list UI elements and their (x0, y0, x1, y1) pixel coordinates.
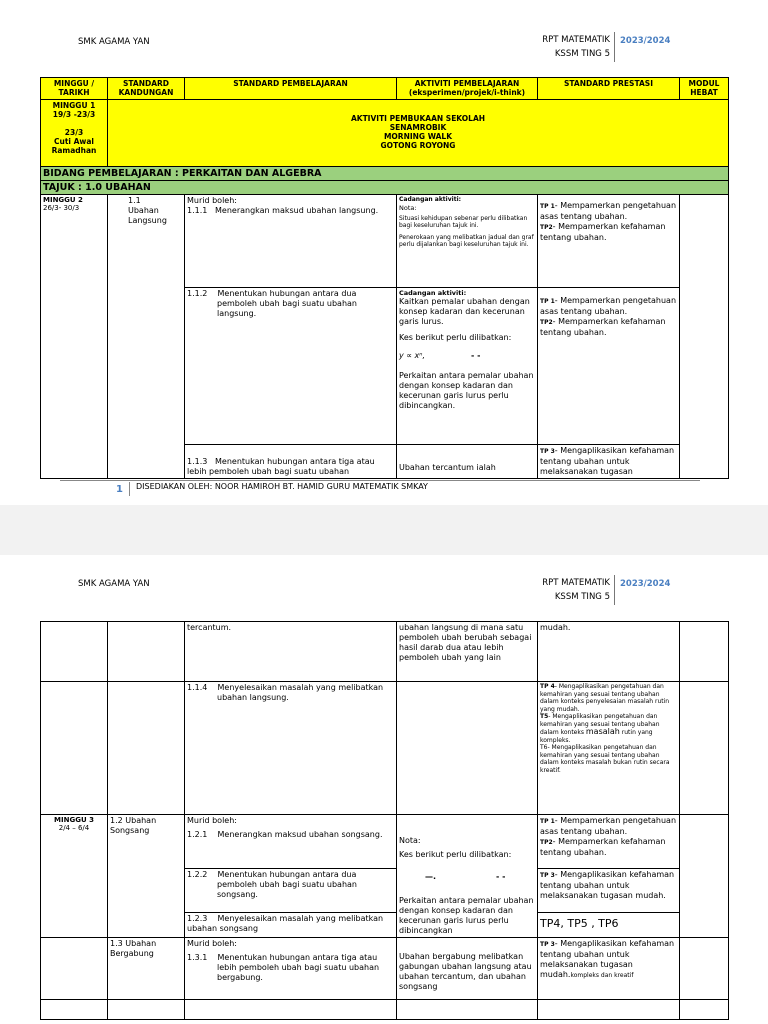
tp3-label-2: TP 3 (540, 872, 555, 880)
tp1-label: TP 1 (540, 203, 555, 210)
activity-morning-walk: MORNING WALK (383, 132, 453, 141)
ubahan-tercantum-text: Ubahan tercantum ialah (399, 463, 496, 472)
activity-gotong-royong: GOTONG ROYONG (380, 141, 456, 150)
kes-berikut: Kes berikut perlu dilibatkan: (399, 333, 512, 342)
perkaitan-text-2: Perkaitan antara pemalar ubahan dengan konsep kadaran dan kecerunan garis lurus perlu dibincangkan (399, 896, 534, 935)
document-page-2 (0, 555, 768, 1024)
sp-1-2-1-text: Menerangkan maksud ubahan songsang. (217, 830, 383, 839)
blank-cell-6 (680, 1000, 729, 1020)
rpt-line-2: KSSM TING 5 (554, 49, 610, 59)
empty-modul-cell-3 (680, 938, 729, 1000)
header-standard-kandungan: STANDARD KANDUNGAN (108, 78, 185, 100)
week1-holiday-line1: Cuti Awal (54, 137, 94, 146)
sp-1-1-2-number: 1.1.2 (187, 289, 208, 298)
nota-label: Nota: (399, 203, 417, 212)
blank-cell-4 (397, 1000, 538, 1020)
tp3-label: TP 3 (540, 448, 555, 455)
penerokaan-text: Penerokaan yang melibatkan jadual dan graf perlu dijalankan bagi keseluruhan tajuk ini. (399, 233, 534, 248)
tp1-label-2: TP 1 (540, 818, 555, 825)
tp3b-label: TP 3 (540, 941, 555, 948)
tp2-label: TP2 (540, 224, 553, 231)
dash-1: —. (425, 872, 437, 881)
sp-1-1-1-number: 1.1.1 (187, 206, 208, 215)
week1-holiday-line2: Ramadhan (51, 146, 97, 155)
rpt-title-2 (538, 576, 610, 604)
school-name: SMK AGAMA YAN (78, 37, 150, 47)
tp3b-small: kompleks dan kreatif (570, 972, 634, 979)
week2-label: MINGGU 2 (43, 196, 83, 204)
empty-sk-cell (108, 622, 185, 682)
tajuk: TAJUK : 1.0 UBAHAN (41, 181, 729, 195)
cont-sp-text: tercantum. (187, 623, 232, 632)
bergabung-row (41, 938, 729, 1000)
tp1-text-2: - Mempamerkan pengetahuan asas tentang ubahan. (540, 816, 677, 836)
tp3b-text: - Mengaplikasikan kefahaman tentang ubahan untuk melaksanakan tugasan (540, 939, 675, 969)
situasi-text: Situasi kehidupan sebenar perlu dilibatkan bagi keseluruhan tajuk ini. (399, 214, 528, 229)
week3-dates: 2/4 – 6/4 (58, 824, 90, 832)
table-header-row (41, 78, 729, 100)
week1-row (41, 100, 729, 167)
formula-dash: - - (471, 351, 481, 360)
rpt-line-1-2: RPT MATEMATIK (542, 578, 610, 588)
continuation-row (41, 622, 729, 682)
rpt-line-1: RPT MATEMATIK (542, 35, 610, 45)
header-standard-pembelajaran: STANDARD PEMBELAJARAN (185, 78, 397, 100)
lesson-plan-table (40, 77, 729, 479)
formula-text: y ∝ xⁿ, (399, 351, 426, 360)
header-divider-2 (614, 575, 615, 605)
header-aktiviti-line2: (eksperimen/projek/i-think) (408, 88, 526, 97)
prestasi-cell-1 (538, 195, 680, 288)
dash-2: - - (496, 872, 506, 881)
songsang-activity-cell (397, 815, 538, 938)
bidang-row (41, 167, 729, 181)
week3-prestasi-1 (538, 815, 680, 869)
empty-act-cell (397, 682, 538, 815)
bergabung-activity-cell (397, 938, 538, 1000)
week1-cell (41, 100, 108, 167)
tp1b-label: TP 1 (540, 298, 555, 305)
sp-1-1-2-cell (185, 288, 397, 445)
nota-label-2: Nota: (399, 836, 421, 845)
week1-activities (108, 100, 729, 167)
cont-tp-text: mudah. (540, 623, 571, 632)
sp-1-1-4-text: Menyelesaikan masalah yang melibatkan ubahan langsung. (217, 683, 384, 702)
header-divider (614, 32, 615, 62)
sk12-text: 1.2 Ubahan Songsang (110, 816, 157, 835)
tp2-text: - Mempamerkan kefahaman tentang ubahan. (540, 222, 666, 242)
sp-1-1-3-number: 1.1.3 (187, 457, 208, 466)
sp-1-1-4-row (41, 682, 729, 815)
activity-cell-3 (397, 445, 538, 479)
sp-1-2-3-text: Menyelesaikan masalah yang melibatkan ubahan songsang (187, 914, 384, 934)
cont-sp-cell (185, 622, 397, 682)
kaitkan-text: Kaitkan pemalar ubahan dengan konsep kadaran dan kecerunan garis lurus. (399, 297, 530, 326)
sp-1-2-2-number: 1.2.2 (187, 870, 208, 880)
tp2b-text: - Mempamerkan kefahaman tentang ubahan. (540, 317, 666, 337)
tp3b-mudah: mudah. (540, 970, 571, 979)
tajuk-row (41, 181, 729, 195)
cont-act-text: ubahan langsung di mana satu pemboleh ubah berubah sebagai hasil darab dua atau lebih pemboleh ubah yang lain (399, 623, 532, 662)
sp-1-2-1-number: 1.2.1 (187, 830, 208, 839)
rpt-title (538, 33, 610, 61)
week1-holiday-date: 23/3 (64, 128, 84, 137)
sk-ubahan-songsang (108, 815, 185, 938)
header-standard-prestasi: STANDARD PRESTASI (538, 78, 680, 100)
lesson-plan-table-2 (40, 621, 729, 1020)
sp-1-2-3-number: 1.2.3 (187, 914, 208, 924)
tp3-text-2: - Mengaplikasikan kefahaman tentang ubahan untuk melaksanakan tugasan mudah. (540, 870, 675, 901)
footer-divider (129, 482, 130, 496)
modul-hebat-cell (680, 195, 729, 479)
sp-1-2-2-cell (185, 869, 397, 913)
prepared-by: DISEDIAKAN OLEH: NOOR HAMIROH BT. HAMID GURU MATEMATIK SMKAY (136, 482, 428, 491)
tp2b-label: TP2 (540, 319, 553, 326)
sp-1-3-1-text: Menentukan hubungan antara tiga atau lebih pemboleh ubah bagi suatu ubahan bergabung. (217, 953, 380, 982)
school-name-2: SMK AGAMA YAN (78, 579, 150, 589)
tp5-label: T5 (540, 713, 549, 720)
week3-row-1 (41, 815, 729, 869)
prestasi-cell-2 (538, 288, 680, 445)
sp-1-2-2-text: Menentukan hubungan antara dua pemboleh ubah bagi suatu ubahan songsang. (217, 870, 357, 900)
tp2-label-2: TP2 (540, 839, 553, 846)
murid-boleh: Murid boleh: (187, 196, 237, 205)
kes-berikut-2: Kes berikut perlu dilibatkan: (399, 850, 512, 859)
blank-cell-2 (108, 1000, 185, 1020)
sp-1-3-1-cell (185, 938, 397, 1000)
tp6-text: T6- Mengaplikasikan pengetahuan dan kemahiran yang sesuai tentang ubahan dalam konteks masalah bukan rutin secara kreatif. (540, 744, 670, 774)
week3-cell (41, 815, 108, 938)
activity-pembukaan: AKTIVITI PEMBUKAAN SEKOLAH (350, 114, 486, 123)
academic-year: 2023/2024 (620, 36, 671, 46)
tp4-label: TP 4 (540, 683, 555, 690)
header-modul-hebat: MODUL HEBAT (680, 78, 729, 100)
activity-cell-2 (397, 288, 538, 445)
sk-line-2: Langsung (128, 216, 167, 225)
header-aktiviti (397, 78, 538, 100)
sp-1-1-3-text: Menentukan hubungan antara tiga atau lebih pemboleh ubah bagi suatu ubahan (187, 457, 375, 476)
empty-modul-cell (680, 622, 729, 682)
week1-dates: 19/3 -23/3 (52, 110, 96, 119)
empty-week-cell-3 (41, 938, 108, 1000)
sp-1-1-3-cell (185, 445, 397, 479)
week3-label: MINGGU 3 (54, 816, 94, 824)
cont-act-cell (397, 622, 538, 682)
sp-1-3-1-number: 1.3.1 (187, 953, 208, 962)
formula-line (399, 351, 535, 361)
sk-line-1: Ubahan (128, 206, 159, 215)
tp456-detail-cell (538, 682, 680, 815)
tp2-text-2: - Mempamerkan kefahaman tentang ubahan. (540, 837, 666, 857)
week2-row-1 (41, 195, 729, 288)
week2-dates: 26/3- 30/3 (43, 204, 80, 212)
footer-line (60, 480, 700, 481)
rpt-line-2-2: KSSM TING 5 (554, 592, 610, 602)
blank-cell-1 (41, 1000, 108, 1020)
cadangan-aktiviti-2: Cadangan aktiviti: (399, 289, 467, 297)
sp-1-2-1-cell (185, 815, 397, 869)
empty-sk-cell-2 (108, 682, 185, 815)
tp3-text: - Mengaplikasikan kefahaman tentang ubahan untuk melaksanakan tugasan (540, 446, 675, 476)
sk-ubahan-langsung (108, 195, 185, 479)
sp-1-1-4-number: 1.1.4 (187, 683, 208, 692)
bidang-pembelajaran: BIDANG PEMBELAJARAN : PERKAITAN DAN ALGEBRA (41, 167, 729, 181)
empty-week-cell (41, 622, 108, 682)
header-minggu: MINGGU / TARIKH (41, 78, 108, 100)
empty-week-cell-2 (41, 682, 108, 815)
week2-cell (41, 195, 108, 479)
sk-number: 1.1 (128, 196, 141, 205)
tp5-text-b: rutin yang kompleks. (540, 729, 653, 744)
academic-year-2: 2023/2024 (620, 579, 671, 589)
activity-cell-1 (397, 195, 538, 288)
sk-ubahan-bergabung (108, 938, 185, 1000)
tp5-text-a: - Mengaplikasikan pengetahuan dan kemahiran yang sesuai tentang ubahan dalam konteks (540, 713, 660, 736)
week1-label: MINGGU 1 (52, 101, 96, 110)
tp4-text: - Mengaplikasikan pengetahuan dan kemahiran yang sesuai tentang ubahan dalam konteks penyelesaian masalah rutin yang mudah. (540, 683, 670, 713)
tp456-summary: TP4, TP5 , TP6 (538, 913, 680, 938)
page-number: 1 (116, 484, 123, 495)
sp-1-1-2-text: Menentukan hubungan antara dua pemboleh ubah bagi suatu ubahan langsung. (217, 289, 357, 318)
blank-row (41, 1000, 729, 1020)
empty-modul-cell-2 (680, 682, 729, 815)
bergabung-text: Ubahan bergabung melibatkan gabungan ubahan langsung atau ubahan tercantum, dan ubahan songsang (399, 952, 532, 991)
formula-dashes (399, 872, 535, 882)
week3-prestasi-2 (538, 869, 680, 913)
murid-boleh-2: Murid boleh: (187, 816, 237, 825)
tp1b-text: - Mempamerkan pengetahuan asas tentang ubahan. (540, 296, 677, 316)
perkaitan-text: Perkaitan antara pemalar ubahan dengan konsep kadaran dan kecerunan garis lurus perlu dibincangkan. (399, 371, 534, 410)
prestasi-cell-3 (538, 445, 680, 479)
modul-hebat-cell-2 (680, 815, 729, 938)
sp-1-2-3-cell (185, 913, 397, 938)
sp-1-1-4-cell (185, 682, 397, 815)
blank-cell-5 (538, 1000, 680, 1020)
sp-1-1-1-text: Menerangkan maksud ubahan langsung. (215, 206, 379, 215)
bergabung-prestasi-cell (538, 938, 680, 1000)
tp5-masalah: masalah (585, 727, 620, 736)
sp-1-1-1-cell (185, 195, 397, 288)
cont-tp-cell (538, 622, 680, 682)
header-aktiviti-line1: AKTIVITI PEMBELAJARAN (414, 79, 520, 88)
blank-cell-3 (185, 1000, 397, 1020)
tp1-text: - Mempamerkan pengetahuan asas tentang ubahan. (540, 201, 677, 221)
activity-senamrobik: SENAMROBIK (389, 123, 447, 132)
document-page-1 (0, 0, 768, 505)
cadangan-aktiviti: Cadangan aktiviti: (399, 196, 462, 203)
murid-boleh-3: Murid boleh: (187, 939, 237, 948)
sk13-text: 1.3 Ubahan Bergabung (110, 939, 157, 958)
